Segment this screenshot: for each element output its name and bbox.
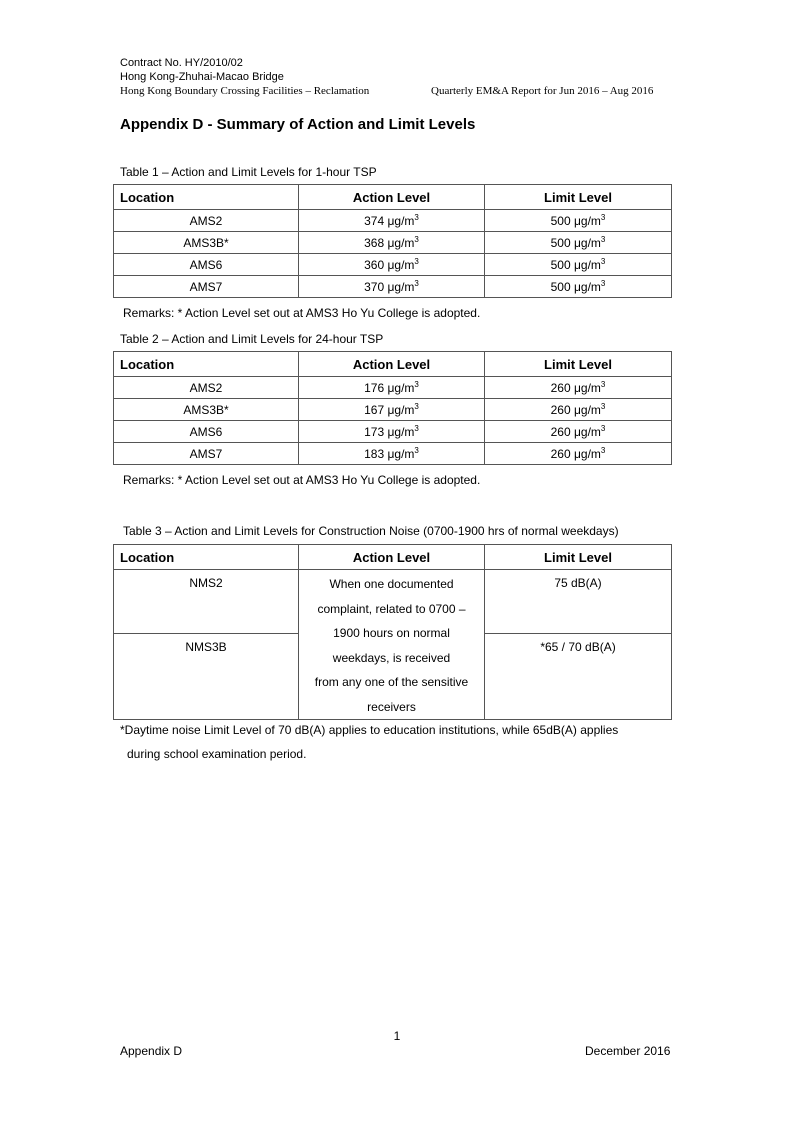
table-row: [114, 210, 672, 232]
cell-location: AMS2: [114, 377, 299, 399]
cell-action-level: 374 $\mu g/m^3$: [299, 210, 485, 232]
table1-caption: Table 1 – Action and Limit Levels for 1-hour TSP: [120, 165, 377, 179]
cell-action-level: 370 $\mu g/m^3$: [299, 276, 485, 298]
column-header-location: Location: [114, 185, 299, 210]
table-row: [114, 232, 672, 254]
column-header-action-level: Action Level: [299, 545, 485, 570]
column-header-action-level: Action Level: [299, 352, 485, 377]
action-level-line: from any one of the sensitive: [314, 675, 469, 689]
cell-limit-level: 75 dB(A): [485, 570, 672, 634]
table-header-row: [114, 185, 672, 210]
page-number: 1: [393, 1029, 401, 1043]
cell-limit-level: 260 $\mu g/m^3$: [485, 421, 672, 443]
cell-limit-level: 500 $\mu g/m^3$: [485, 210, 672, 232]
cell-action-level: 167 $\mu g/m^3$: [299, 399, 485, 421]
table3-construction-noise: [113, 544, 672, 720]
table2-remark: Remarks: * Action Level set out at AMS3 Ho Yu College is adopted.: [123, 473, 481, 487]
table-header-row: [114, 545, 672, 570]
cell-limit-level: 500 $\mu g/m^3$: [485, 232, 672, 254]
header-contract-number: Contract No. HY/2010/02: [120, 57, 243, 69]
table2-tsp-24hour: [113, 351, 672, 465]
footer-date: December 2016: [585, 1044, 671, 1058]
column-header-action-level: Action Level: [299, 185, 485, 210]
table3-caption: Table 3 – Action and Limit Levels for Construction Noise (0700-1900 hrs of normal weekdays): [123, 524, 619, 538]
header-facility: Hong Kong Boundary Crossing Facilities – Reclamation: [120, 85, 370, 97]
cell-location: AMS7: [114, 276, 299, 298]
cell-location: AMS3B*: [114, 399, 299, 421]
cell-location: AMS2: [114, 210, 299, 232]
table-row: [114, 421, 672, 443]
cell-location: AMS7: [114, 443, 299, 465]
cell-location: NMS3B: [114, 634, 299, 720]
cell-limit-level: *65 / 70 dB(A): [485, 634, 672, 720]
action-level-line: 1900 hours on normal: [333, 626, 450, 640]
table3-remark-continued: during school examination period.: [127, 747, 307, 761]
cell-action-level: 176 $\mu g/m^3$: [299, 377, 485, 399]
table-row: [114, 570, 672, 634]
cell-limit-level: 500 $\mu g/m^3$: [485, 276, 672, 298]
cell-action-level: 183 $\mu g/m^3$: [299, 443, 485, 465]
page-title: Appendix D - Summary of Action and Limit Levels: [120, 116, 476, 133]
column-header-limit-level: Limit Level: [485, 545, 672, 570]
cell-limit-level: 260 $\mu g/m^3$: [485, 377, 672, 399]
cell-action-level: 173 $\mu g/m^3$: [299, 421, 485, 443]
cell-limit-level: 260 $\mu g/m^3$: [485, 399, 672, 421]
header-project-name: Hong Kong-Zhuhai-Macao Bridge: [120, 71, 284, 83]
header-report-period: Quarterly EM&A Report for Jun 2016 – Aug 2016: [431, 85, 654, 97]
column-header-location: Location: [114, 545, 299, 570]
table-row: [114, 377, 672, 399]
column-header-limit-level: Limit Level: [485, 185, 672, 210]
cell-location: AMS6: [114, 421, 299, 443]
footer-appendix-label: Appendix D: [120, 1044, 183, 1058]
table1-tsp-1hour: [113, 184, 672, 298]
table-header-row: [114, 352, 672, 377]
action-level-line: When one documented: [329, 577, 454, 591]
table-row: [114, 276, 672, 298]
table-row: [114, 443, 672, 465]
table-row: [114, 399, 672, 421]
column-header-location: Location: [114, 352, 299, 377]
cell-action-level: 368 $\mu g/m^3$: [299, 232, 485, 254]
cell-location: AMS3B*: [114, 232, 299, 254]
cell-limit-level: 500 $\mu g/m^3$: [485, 254, 672, 276]
column-header-limit-level: Limit Level: [485, 352, 672, 377]
cell-action-level: [299, 570, 485, 720]
table2-caption: Table 2 – Action and Limit Levels for 24-hour TSP: [120, 332, 384, 346]
table1-remark: Remarks: * Action Level set out at AMS3 Ho Yu College is adopted.: [123, 306, 481, 320]
table3-remark: *Daytime noise Limit Level of 70 dB(A) applies to education institutions, while 65dB(A) applies: [120, 723, 619, 737]
cell-action-level: 360 $\mu g/m^3$: [299, 254, 485, 276]
cell-location: AMS6: [114, 254, 299, 276]
table-row: [114, 254, 672, 276]
action-level-line: weekdays, is received: [332, 650, 451, 665]
action-level-line: complaint, related to 0700 –: [317, 601, 466, 616]
cell-limit-level: 260 $\mu g/m^3$: [485, 443, 672, 465]
action-level-line: receivers: [367, 699, 416, 714]
cell-location: NMS2: [114, 570, 299, 634]
